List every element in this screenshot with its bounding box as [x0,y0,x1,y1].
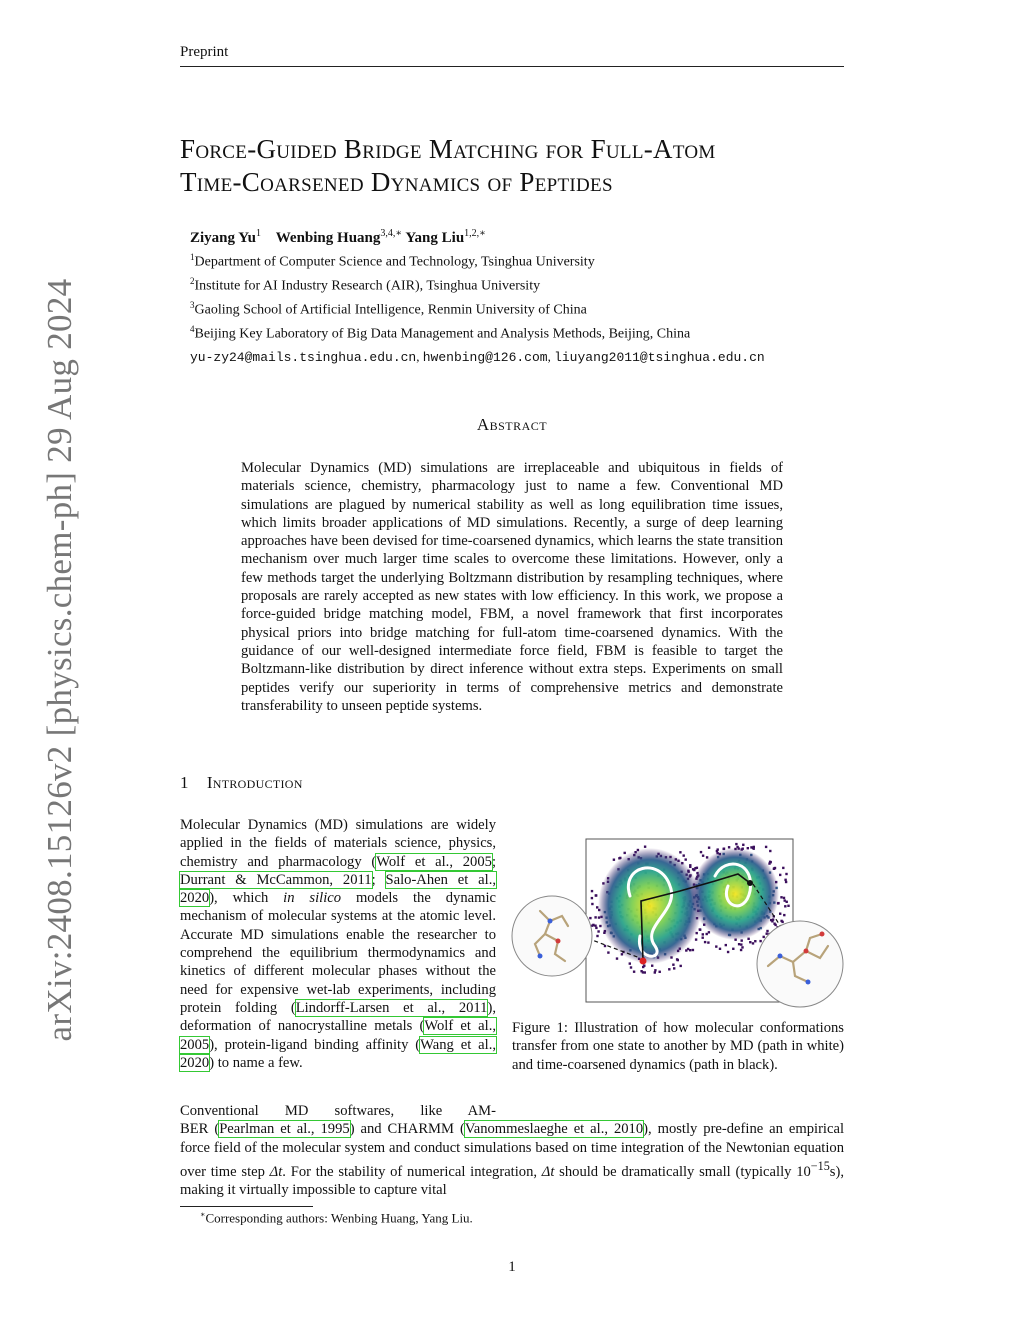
scatter-point [785,881,787,883]
text-run: BER ( [180,1121,220,1138]
author-name: Yang Liu [405,230,465,246]
scatter-point [595,894,597,896]
scatter-point [689,866,691,868]
text-run: ), mostly pre-define an empirical force field of the molecular system and conduct simulations based on time integration of the Newtonian equation over time step [180,1121,844,1180]
scatter-point [785,873,787,875]
footnote-marker: ∗ [200,1210,206,1219]
scatter-point [754,940,756,942]
paragraph-first-line: Conventional MD softwares, like AM- [180,1103,496,1119]
author-sup: 1 [256,228,262,239]
citation-link[interactable]: Wolf et al., 2005 [376,853,492,870]
title-line-1: Force-Guided Bridge Matching for Full-Atom [180,134,716,164]
text-run: ; [491,853,496,870]
scatter-point [642,971,644,973]
scatter-point [715,945,717,947]
scatter-point [738,943,740,945]
scatter-point [749,941,751,943]
text-run: ) and CHARMM ( [349,1121,465,1138]
footnote [200,1210,473,1226]
scatter-point [644,846,646,848]
scatter-point [781,921,783,923]
text-run: ), protein-ligand binding affinity ( [209,1036,421,1053]
scatter-point [769,861,771,863]
molecule-inset-left [512,896,592,976]
intro-paragraph-2 [180,1102,844,1199]
scatter-point [741,939,743,941]
scatter-point [774,924,776,926]
affiliation-text: Institute for AI Industry Research (AIR), Tsinghua University [194,278,541,294]
abstract-body: Molecular Dynamics (MD) simulations are irreplaceable and ubiquitous in fields of materials science, chemistry, pharmacology just to name a few. Conventional MD simulations are plagued by numerical stability as well as long equilibration time issues, which limits broader applications of MD simulations. Recently, a surge of deep learning approaches have been devised for time-coarsened dynamics, which learns the state transition mechanism over much larger time scales to overcome these limitations. However, only a few methods target the underlying Boltzmann distribution by resampling techniques, where proposals are rarely accepted as new states with low efficiency. In this work, we propose a force-guided bridge matching model, FBM, a novel framework that first incorporates physical priors into bridge matching for full-atom time-coarsened dynamics. With the guidance of our well-designed intermediate force field, FBM is feasible to target the Boltzmann-like distribution by direct inference without extra steps. Experiments on small peptides verify our superiority in terms of comprehensive metrics and demonstrate transferability to unseen peptide systems. [241,460,783,714]
text-run: ), which [209,890,284,907]
scatter-point [704,941,706,943]
affiliation-sup: 2 [190,276,195,286]
scatter-point [624,852,626,854]
scatter-point [589,917,591,919]
scatter-point [630,966,632,968]
affiliation-sup: 1 [190,252,195,262]
scatter-point [680,965,682,967]
text-run: ) to name a few. [209,1054,303,1071]
math-symbol: 10 [796,1163,811,1180]
scatter-point [765,846,767,848]
scatter-point [651,965,653,967]
scatter-point [782,867,784,869]
scatter-point [736,846,738,848]
scatter-point [759,940,761,942]
scatter-point [719,948,721,950]
scatter-point [732,948,734,950]
scatter-point [752,942,754,944]
scatter-point [725,944,727,946]
citation-link[interactable]: Durrant & McCammon, 2011 [180,871,372,888]
scatter-point [659,971,661,973]
scatter-point [702,855,704,857]
scatter-point [783,897,785,899]
section-title: Introduction [206,773,303,792]
figure-1-illustration [510,836,844,1016]
scatter-point [779,913,781,915]
text-run: should be dramatically small (typically [554,1163,797,1180]
scatter-point [692,868,694,870]
footnote-text: Corresponding authors: Wenbing Huang, Yang Liu. [205,1210,473,1226]
scatter-point [591,890,593,892]
running-header: Preprint [180,44,229,60]
scatter-point [673,967,675,969]
scatter-point [613,859,615,861]
section-number: 1 [180,773,189,792]
affiliation-sup: 3 [190,300,195,310]
scatter-point [707,941,709,943]
scatter-point [594,925,596,927]
title-line-2: Time-Coarsened Dynamics of Peptides [180,167,613,197]
text-run: ; [371,871,386,888]
scatter-point [774,867,776,869]
scatter-point [633,971,635,973]
citation-link[interactable]: Wang et al., 2020 [180,1036,496,1071]
author-sup: 3,4,∗ [380,228,403,239]
scatter-point [685,858,687,860]
author-list [190,228,486,247]
scatter-point [780,896,782,898]
scatter-point [594,916,596,918]
scatter-point [787,905,789,907]
text-run: models the dynamic mechanism of molecular systems at the atomic level. Accurate MD simulations enable the researcher to comprehend the equilibrium thermodynamics and kinetics of different molecular phases without the need for expensive wet-lab experiments, including protein folding ( [180,890,496,1016]
affiliation-text: Department of Computer Science and Technology, Tsinghua University [194,254,595,270]
scatter-point [692,949,694,951]
text-run: . For the stability of numerical integration, [282,1163,542,1180]
author-name: Wenbing Huang [275,230,381,246]
math-exponent: −15 [810,1158,830,1173]
arxiv-stamp: arXiv:2408.15126v2 [physics.chem-ph] 29 Aug 2024 [40,278,79,1042]
scatter-point [779,874,781,876]
scatter-point [772,918,774,920]
scatter-point [766,930,768,932]
scatter-point [597,930,599,932]
abstract-heading: Abstract [476,415,548,434]
figure-caption: Figure 1: Illustration of how molecular conformations transfer from one state to another by MD (path in white) and time-coarsened dynamics (path in black). [512,1020,844,1073]
affiliation-4 [190,324,690,343]
scatter-point [727,951,729,953]
section-heading [180,773,303,793]
email-link[interactable]: yu-zy24@mails.tsinghua.edu.cn [190,350,417,365]
affiliation-text: Beijing Key Laboratory of Big Data Management and Analysis Methods, Beijing, China [194,326,691,342]
math-symbol: Δt [541,1163,555,1180]
scatter-point [706,933,708,935]
scatter-point [685,949,687,951]
author-emails: yu-zy24@mails.tsinghua.edu.cn, hwenbing@126.com, liuyang2011@tsinghua.edu.cn [190,349,765,365]
scatter-point [786,901,788,903]
email-link[interactable]: liuyang2011@tsinghua.edu.cn [554,350,765,365]
scatter-point [702,937,704,939]
scatter-point [642,966,644,968]
scatter-point [741,946,743,948]
scatter-point [672,964,674,966]
citation-link[interactable]: Salo-Ahen et al., 2020 [180,871,497,907]
page-number: 1 [508,1259,516,1275]
author-sup: 1,2,∗ [464,228,486,239]
scatter-point [654,969,656,971]
emphasis-text: in silico [283,890,342,907]
scatter-point [607,951,609,953]
scatter-point [740,949,742,951]
scatter-point [596,935,598,937]
affiliation-2 [190,276,540,295]
footnote-rule [180,1206,313,1207]
scatter-point [616,957,618,959]
scatter-point [742,844,744,846]
affiliation-3 [190,300,587,319]
scatter-point [740,943,742,945]
text-run: ), deformation of nanocrystalline metals ( [180,999,496,1035]
scatter-point [679,851,681,853]
scatter-point [763,936,765,938]
scatter-point [676,958,678,960]
energy-landscape-graphic [510,836,844,1016]
scatter-point [592,924,594,926]
text-run: s), making it virtually impossible to capture vital [180,1163,844,1199]
scatter-point [766,933,768,935]
citation-link[interactable]: Vanommeslaeghe et al., 2010 [464,1121,644,1138]
start-state-marker [640,958,647,965]
citation-link[interactable]: Wolf et al., 2005 [180,1018,496,1053]
end-state-marker [747,880,753,886]
math-symbol: Δt [269,1163,283,1180]
scatter-point [694,867,696,869]
scatter-point [783,914,785,916]
text-run: Molecular Dynamics (MD) simulations are widely applied in the fields of materials science, physics, chemistry and pharmacology ( [180,817,496,870]
email-link[interactable]: hwenbing@126.com [422,350,548,365]
scatter-point [689,949,691,951]
scatter-point [784,879,786,881]
scatter-point [752,847,754,849]
scatter-point [629,962,631,964]
scatter-point [728,846,730,848]
header-rule [180,66,844,67]
scatter-point [769,850,771,852]
scatter-point [747,847,749,849]
scatter-point [699,929,701,931]
scatter-point [695,938,697,940]
affiliation-text: Gaoling School of Artificial Intelligence, Renmin University of China [194,302,587,318]
affiliation-1 [190,252,595,271]
scatter-point [683,854,685,856]
scatter-point [708,847,710,849]
intro-paragraph-1 [180,816,496,1072]
scatter-point [591,897,593,899]
scatter-point [702,933,704,935]
scatter-point [784,905,786,907]
paper-title [180,133,850,199]
scatter-point [654,971,656,973]
scatter-point [591,903,593,905]
scatter-point [735,843,737,845]
scatter-point [700,851,702,853]
scatter-point [595,927,597,929]
affiliation-sup: 4 [190,324,195,334]
scatter-point [668,968,670,970]
citation-link[interactable]: Lindorff-Larsen et al., 2011 [295,999,488,1016]
citation-link[interactable]: Pearlman et al., 1995 [219,1121,350,1138]
author-name: Ziyang Yu [190,230,257,246]
